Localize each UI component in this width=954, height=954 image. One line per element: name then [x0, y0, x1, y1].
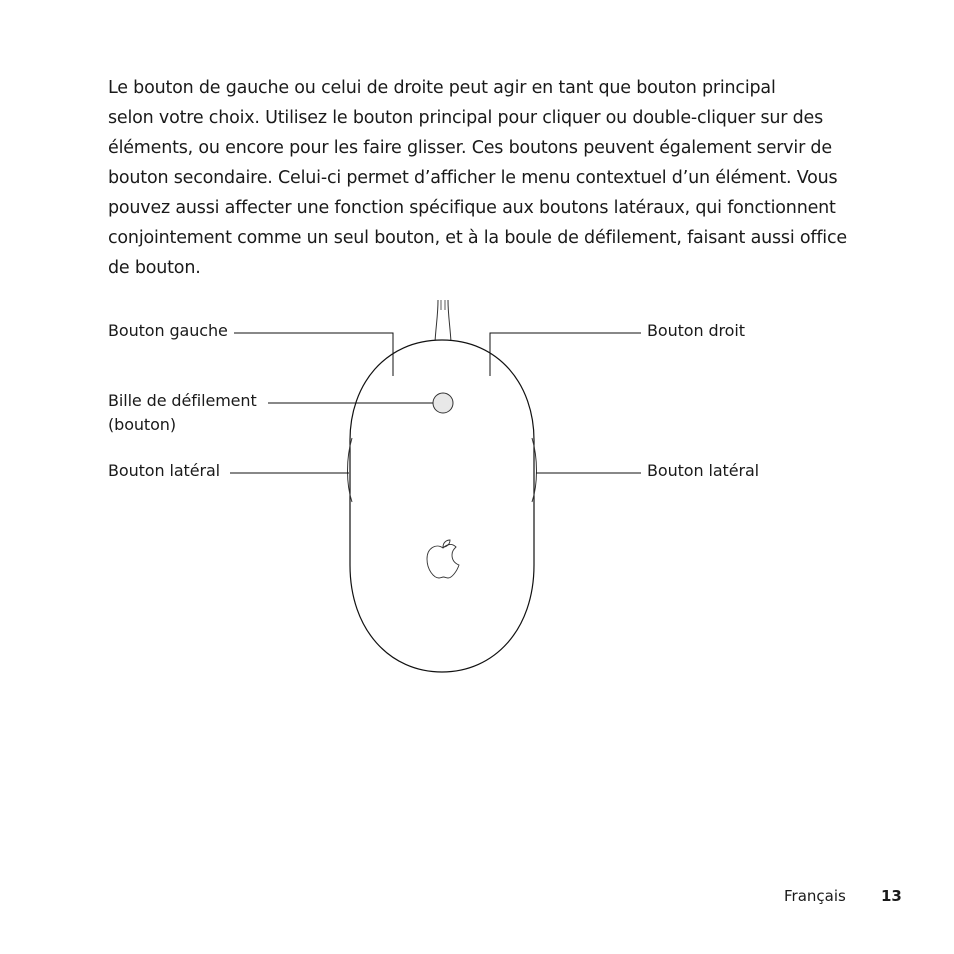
intro-line: bouton secondaire. Celui-ci permet d’afficher le menu contextuel d’un élément. Vous [108, 168, 838, 188]
label-right-button: Bouton droit [647, 321, 745, 340]
label-side-button-left: Bouton latéral [108, 461, 220, 480]
label-left-button: Bouton gauche [108, 321, 228, 340]
intro-line: selon votre choix. Utilisez le bouton principal pour cliquer ou double-cliquer sur des [108, 108, 824, 128]
callout-line-left-button [234, 333, 393, 376]
callout-line-right-button [490, 333, 641, 376]
intro-line: de bouton. [108, 258, 201, 278]
footer-language: Français [784, 887, 846, 905]
intro-line: éléments, ou encore pour les faire glisser. Ces boutons peuvent également servir de [108, 138, 832, 158]
intro-line: pouvez aussi affecter une fonction spécifique aux boutons latéraux, qui fonctionnent [108, 198, 836, 218]
scroll-ball [433, 393, 453, 413]
intro-line: conjointement comme un seul bouton, et à la boule de défilement, faisant aussi office [108, 228, 847, 248]
intro-line: Le bouton de gauche ou celui de droite peut agir en tant que bouton principal [108, 78, 776, 98]
label-scroll-ball-line2: (bouton) [108, 415, 176, 434]
page-number: 13 [881, 887, 902, 905]
label-scroll-ball [108, 389, 257, 437]
mouse-cable [435, 300, 451, 342]
label-scroll-ball-line1: Bille de défilement [108, 391, 257, 410]
label-side-button-right: Bouton latéral [647, 461, 759, 480]
mouse-body [350, 340, 534, 672]
